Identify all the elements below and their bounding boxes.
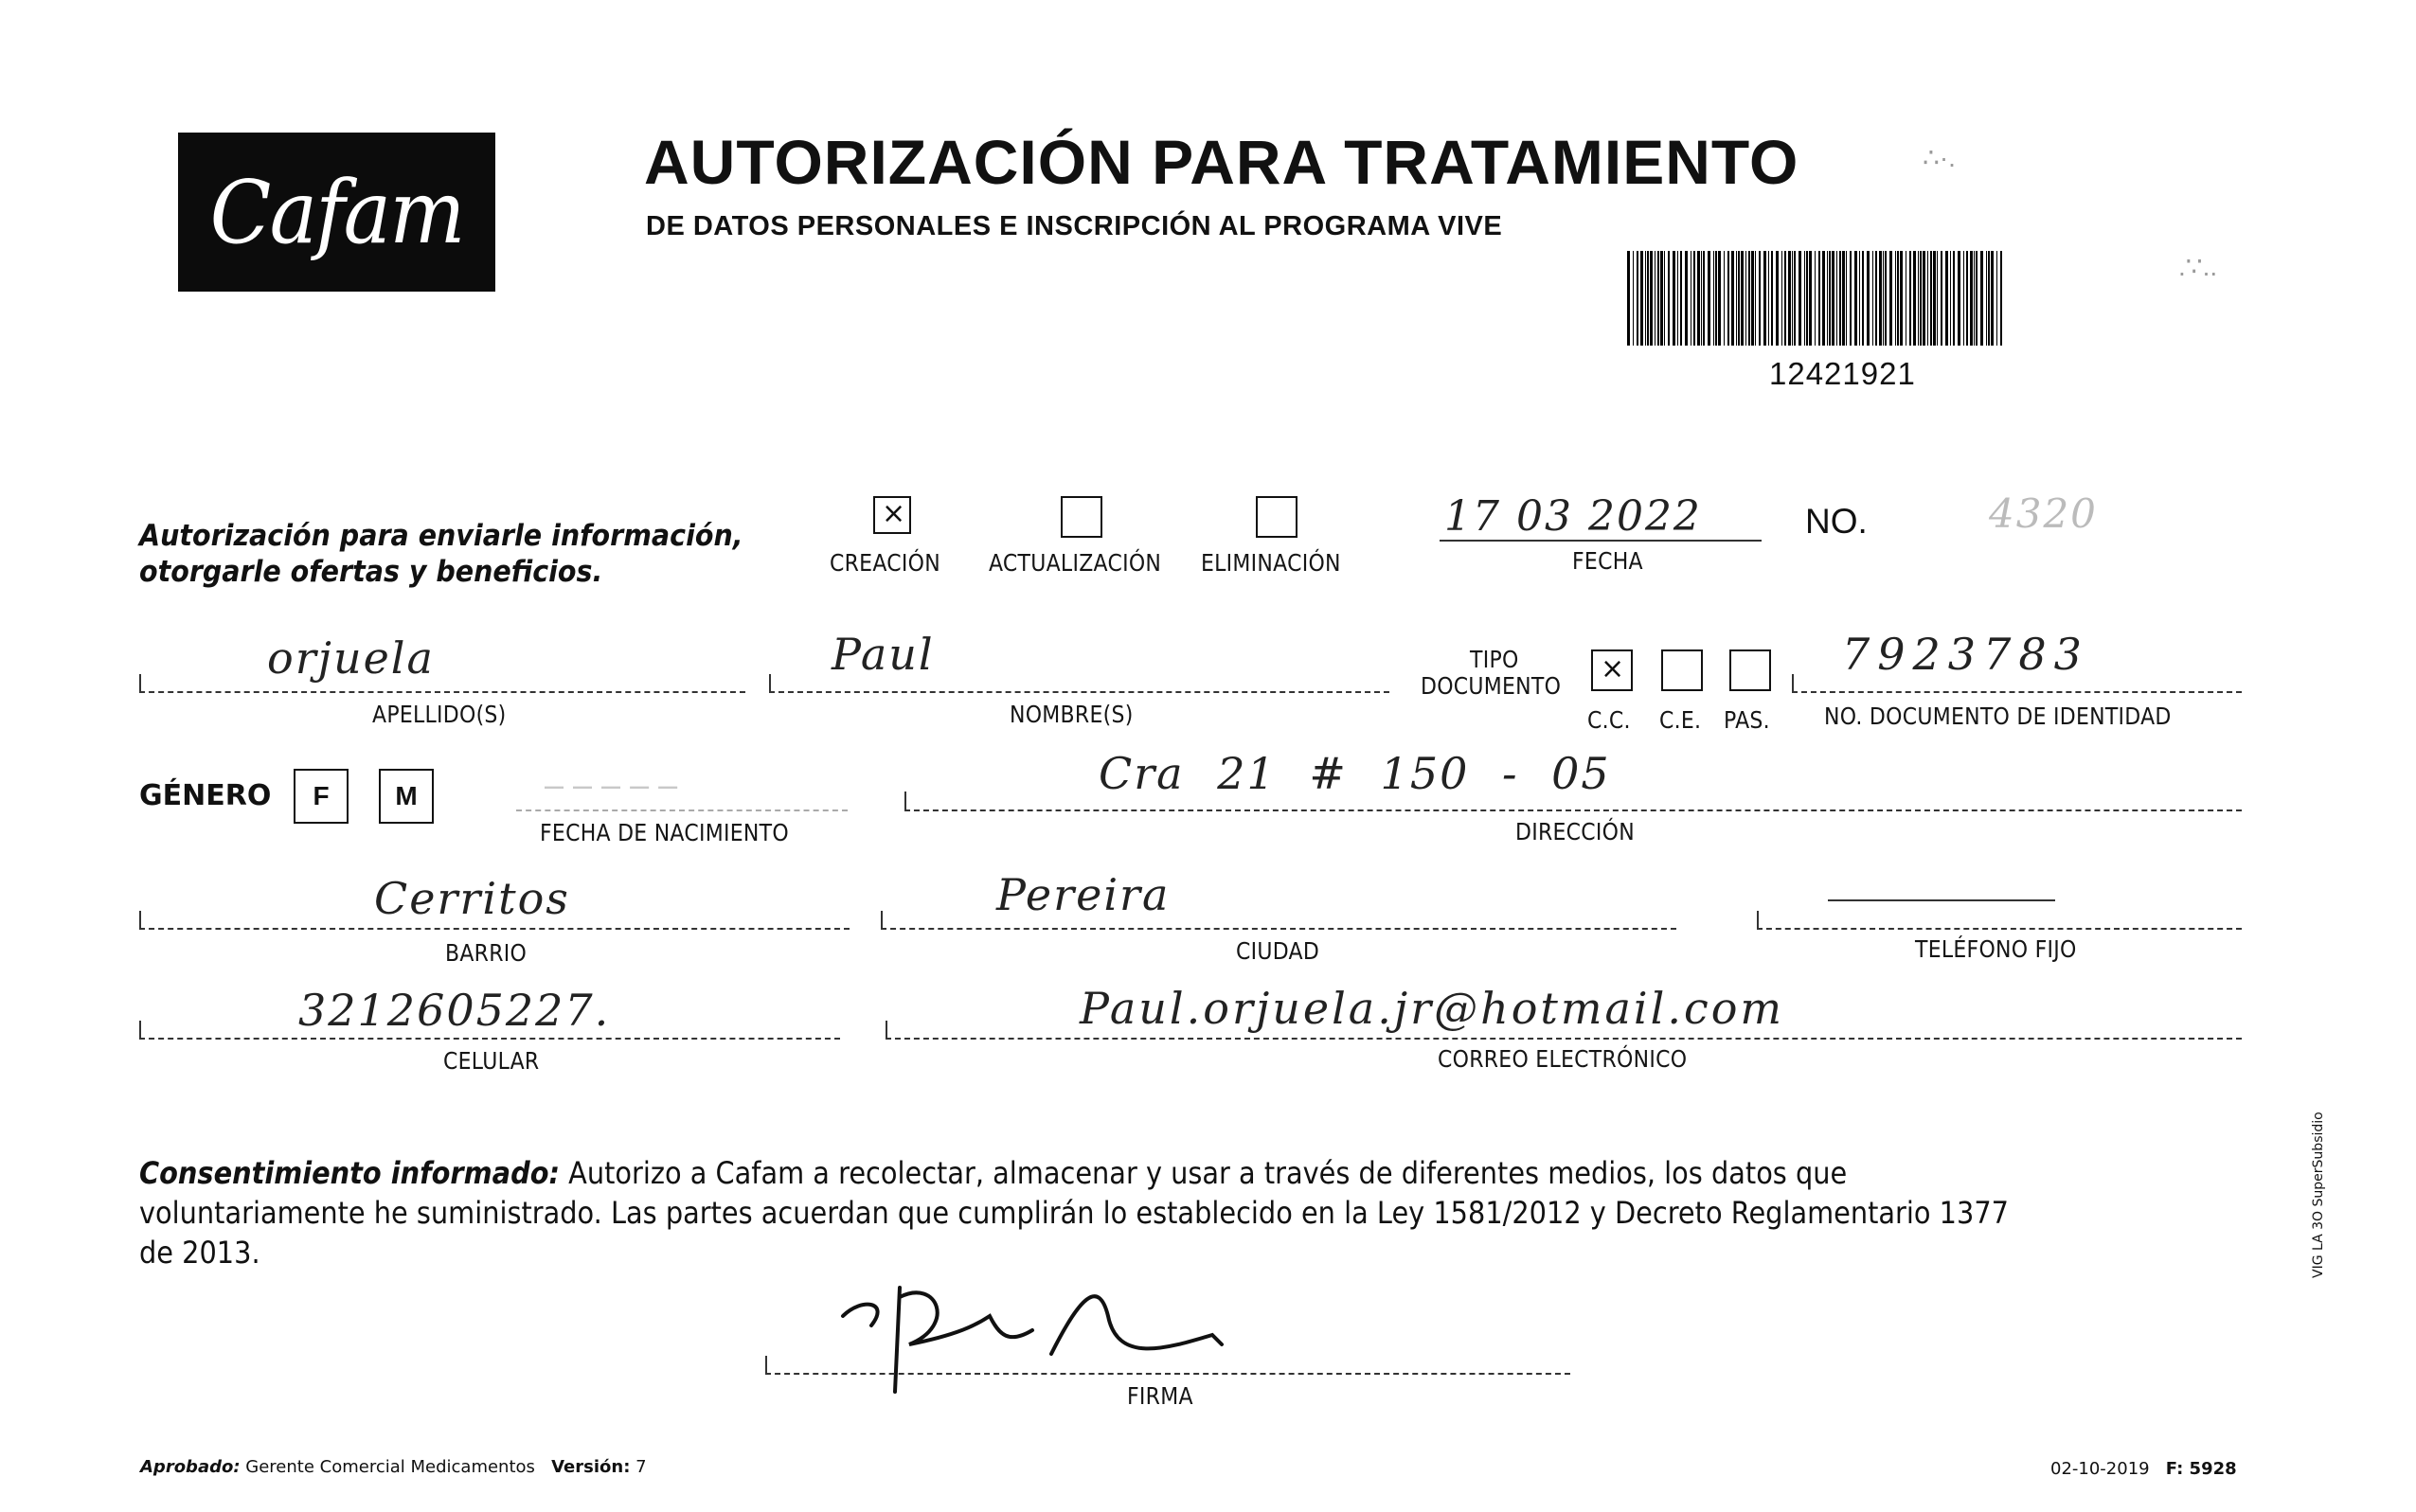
consent-text: Autorizo a Cafam a recolectar, almacenar y usar a través de diferentes medios, los datos que voluntariamente he suministrado. Las partes acuerdan que cumplirán lo establecido en la Ley 1581/2012 y Decreto Reglamentario 1377 de 2013. [139,1155,2009,1271]
telefono-line [1757,928,2242,930]
genero-m-checkbox[interactable] [379,769,434,824]
scan-smudge: – – – – – [545,765,678,804]
authorization-text-line2: otorgarle ofertas y beneficios. [139,555,603,589]
apellidos-line [139,691,745,693]
barcode-bar [1664,251,1665,346]
barcode-bar [1697,251,1700,346]
barcode-bar [1781,251,1782,346]
barcode-bar [1768,251,1769,346]
barcode-bar [1677,251,1678,346]
nombres-value[interactable]: Paul [832,629,935,680]
cc-checkbox[interactable] [1591,649,1633,691]
footer-approval [140,1457,647,1477]
creacion-checkbox[interactable] [873,496,911,534]
fecha-line [1440,540,1762,542]
barcode-bar [1963,251,1964,346]
barcode-bar [1680,251,1682,346]
pas-checkbox[interactable] [1729,649,1771,691]
barcode-bar [1846,251,1847,346]
barcode-bar [1980,251,1983,346]
number-value: 4320 [1989,490,2098,537]
barcode-bar [1930,251,1932,346]
barcode-image [1627,251,2004,346]
barcode-bar [1974,251,1975,346]
celular-line [139,1038,840,1040]
barcode-bar [1827,251,1828,346]
barcode-bar [1738,251,1740,346]
barcode-bar [1872,251,1873,346]
barcode-bar [1945,251,1948,346]
ciudad-value[interactable]: Pereira [996,869,1171,920]
barrio-line [139,928,850,930]
barcode-bar [1640,251,1643,346]
barcode-bar [1920,251,1922,346]
footer-date: 02-10-2019 [2050,1459,2150,1479]
barrio-value[interactable]: Cerritos [374,873,570,924]
barcode-bar [1859,251,1860,346]
telefono-dash [1828,899,2055,901]
genero-f-label: F [313,781,330,810]
version-value: 7 [635,1457,647,1477]
barcode-bar [1736,251,1737,346]
barcode-bar [1731,251,1734,346]
apellidos-label: APELLIDO(S) [372,701,507,728]
barcode-bar [1897,251,1899,346]
genero-m-label: M [395,781,418,810]
genero-f-checkbox[interactable] [294,769,349,824]
ce-checkbox[interactable] [1661,649,1703,691]
barcode-bar [1660,251,1663,346]
barcode-bar [1784,251,1786,346]
barcode-bar [1875,251,1877,346]
barcode-bar [1996,251,1997,346]
fecha-nacimiento-label: FECHA DE NACIMIENTO [540,819,789,846]
barcode-bar [1763,251,1766,346]
barcode-bar [1776,251,1779,346]
firma-label: FIRMA [1127,1382,1193,1410]
cc-label: C.C. [1587,706,1631,734]
field-bar [886,1021,887,1040]
barcode-bar [1809,251,1812,346]
barcode-bar [1889,251,1892,346]
field-bar [765,1356,767,1375]
barcode-bar [1703,251,1705,346]
barcode-bar [1829,251,1831,346]
field-bar [1757,911,1759,930]
footer-date-code [2050,1459,2237,1479]
barcode-bar [1637,251,1638,346]
ciudad-label: CIUDAD [1236,937,1320,965]
authorization-text-line1: Autorización para enviarle información, [139,519,743,553]
correo-line [886,1038,2242,1040]
barcode-bar [1832,251,1834,346]
barcode-bar [1748,251,1750,346]
barcode-bar [1799,251,1801,346]
barcode-bar [1836,251,1837,346]
documento-value[interactable]: 7923783 [1842,629,2089,680]
barcode-bar [1842,251,1845,346]
barcode-bar [1693,251,1695,346]
barcode-bar [1650,251,1653,346]
barcode-bar [1933,251,1936,346]
barcode-bar [1839,251,1841,346]
form-title: AUTORIZACIÓN PARA TRATAMIENTO [644,127,1799,197]
barcode-bar [1867,251,1870,346]
fecha-label: FECHA [1572,547,1643,575]
footer-form-code: F: 5928 [2165,1459,2237,1479]
tipo-label-line1: TIPO [1470,646,1519,673]
firma-line [765,1373,1570,1375]
barcode-bar [1991,251,1994,346]
barcode-bar [1701,251,1702,346]
barcode-bar [1950,251,1951,346]
eliminacion-checkbox[interactable] [1256,496,1297,538]
barcode-bar [1900,251,1903,346]
barcode-bar [1647,251,1649,346]
direccion-value[interactable]: Cra 21 # 150 - 05 [1099,748,1611,799]
apellidos-value[interactable]: orjuela [267,632,435,684]
telefono-label: TELÉFONO FIJO [1915,935,2077,963]
side-vertical-text: VIG LA 3O SuperSubsidio [2311,1112,2326,1278]
direccion-line [904,809,2242,811]
barcode-bar [1759,251,1761,346]
barcode-bar [1953,251,1955,346]
field-bar [881,911,883,930]
barcode-bar [1913,251,1916,346]
consent-paragraph [139,1153,2031,1272]
ce-label: C.E. [1659,706,1702,734]
barcode-bar [1727,251,1729,346]
fecha-nacimiento-line [516,809,848,811]
celular-value[interactable]: 3212605227. [298,985,611,1036]
correo-label: CORREO ELECTRÓNICO [1438,1045,1688,1073]
documento-label: NO. DOCUMENTO DE IDENTIDAD [1824,703,2172,730]
field-bar [139,1021,141,1040]
barcode-bar [1879,251,1882,346]
barcode-bar [1668,251,1670,346]
barcode-bar [1815,251,1816,346]
barcode-bar [1970,251,1973,346]
fecha-value[interactable]: 17 03 2022 [1444,492,1702,541]
barcode-bar [1937,251,1938,346]
barcode-bar [1822,251,1825,346]
barcode-bar [1792,251,1793,346]
barcode-bar [1741,251,1744,346]
eliminacion-label: ELIMINACIÓN [1201,549,1341,577]
field-bar [904,792,906,810]
barcode-bar [1976,251,1978,346]
barcode-bar [1806,251,1808,346]
barcode-bar [1941,251,1942,346]
number-label: NO. [1805,502,1868,541]
barcode-bar [1715,251,1717,346]
barcode-bar [1794,251,1796,346]
version-label: Versión: [551,1457,631,1477]
ciudad-line [881,928,1676,930]
check-mark-icon: × [1601,652,1625,685]
barcode-bar [1909,251,1911,346]
barcode-bar [1895,251,1896,346]
nombres-line [769,691,1389,693]
field-bar [139,674,141,693]
barcode-number: 12421921 [1769,356,1916,391]
documento-line [1792,691,2242,693]
barcode-bar [1685,251,1688,346]
barcode-bar [1927,251,1928,346]
logo-text: Cafam [209,161,464,263]
barcode-bar [1788,251,1791,346]
tipo-label-line2: DOCUMENTO [1421,672,1562,700]
scan-smudge: ∴·. [1923,143,1956,172]
cafam-logo [178,133,495,292]
field-bar [1792,674,1794,693]
genero-label: GÉNERO [139,779,272,812]
barcode-bar [1713,251,1714,346]
barcode-bar [1862,251,1864,346]
barcode-bar [1718,251,1721,346]
barcode-bar [1883,251,1884,346]
barcode-bar [1918,251,1919,346]
nombres-label: NOMBRE(S) [1010,701,1134,728]
aprobado-label: Aprobado: [140,1457,241,1477]
barcode-bar [1771,251,1773,346]
barcode-bar [1885,251,1887,346]
barcode-bar [1804,251,1805,346]
creacion-label: CREACIÓN [830,549,940,577]
barcode-bar [1818,251,1820,346]
barcode-bar [2000,251,2002,346]
scan-smudge: .∵.. [2178,252,2218,281]
handwritten-signature [805,1259,1373,1401]
barcode-bar [1854,251,1857,346]
check-mark-icon: × [882,497,906,530]
barcode-bar [1633,251,1634,346]
actualizacion-checkbox[interactable] [1061,496,1102,538]
barcode-bar [1657,251,1659,346]
field-bar [769,674,771,693]
barcode-bar [1724,251,1725,346]
direccion-label: DIRECCIÓN [1515,818,1635,845]
correo-value[interactable]: Paul.orjuela.jr@hotmail.com [1080,983,1785,1034]
barcode-bar [1850,251,1852,346]
barcode-bar [1627,251,1630,346]
barcode-bar [1755,251,1756,346]
barcode-bar [1923,251,1925,346]
barcode-bar [1708,251,1710,346]
barcode-bar [1745,251,1746,346]
barcode-bar [1958,251,1960,346]
barcode-bar [1751,251,1754,346]
barcode-bar [1673,251,1675,346]
barrio-label: BARRIO [445,939,528,967]
form-subtitle: DE DATOS PERSONALES E INSCRIPCIÓN AL PROGRAMA VIVE [646,211,1503,241]
pas-label: PAS. [1724,706,1770,734]
authorization-text [139,518,743,590]
barcode-bar [1645,251,1646,346]
consent-heading: Consentimiento informado: [139,1155,560,1191]
barcode-bar [1988,251,1990,346]
aprobado-value: Gerente Comercial Medicamentos [245,1457,535,1477]
celular-label: CELULAR [443,1047,540,1075]
field-bar [139,911,141,930]
actualizacion-label: ACTUALIZACIÓN [989,549,1162,577]
barcode-bar [1986,251,1987,346]
barcode-bar [1966,251,1968,346]
